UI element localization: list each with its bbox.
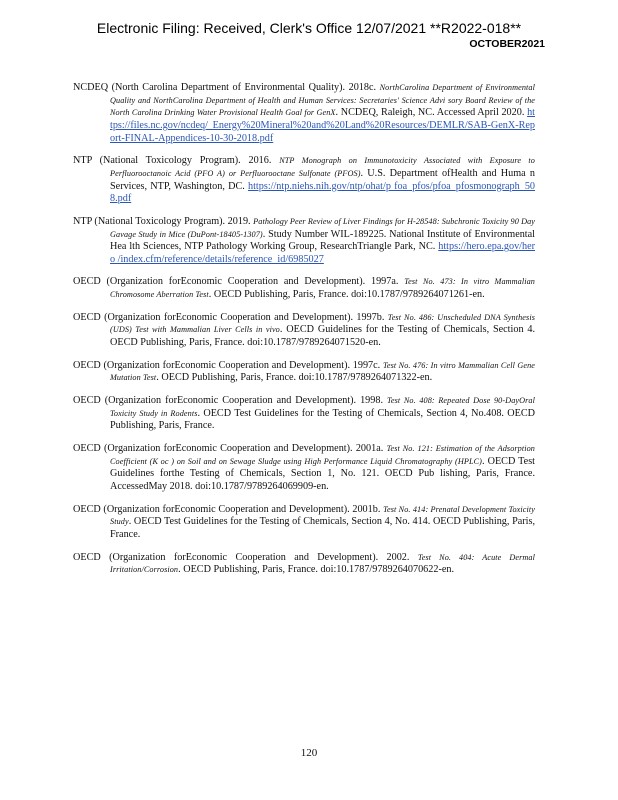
reference-details: . OECD Publishing, Paris, France. doi:10.1787/9789264070622-en.	[178, 564, 455, 576]
reference-details: . Study Number WIL-189225. National Institute of Environmental Hea lth Sciences, NTP Pathology Working Group, ResearchTriangle Park, NC.	[110, 228, 535, 253]
reference-details: . OECD Test Guidelines for the Testing of Chemicals, Section 4, No. 414. OECD Publishing, Paris, France.	[110, 516, 535, 540]
reference-lead: OECD (Organization forEconomic Cooperation and Development). 2002.	[73, 551, 410, 563]
reference-entry	[73, 443, 535, 493]
reference-entry	[73, 276, 535, 301]
reference-details: . OECD Test Guidelines forthe Testing of Chemicals, Section 1, No. 121. OECD Pub lishing, Paris, France. AccessedMay 2018. doi:10.1787/9789264069909-en.	[110, 455, 535, 492]
reference-details: . OECD Publishing, Paris, France. doi:10.1787/9789264071322-en.	[156, 372, 433, 384]
reference-details: . OECD Test Guidelines for the Testing of Chemicals, Section 4, No.408. OECD Publishing, Paris, France.	[110, 407, 535, 432]
reference-entry	[73, 360, 535, 385]
reference-details: . OECD Publishing, Paris, France. doi:10.1787/9789264071261-en.	[208, 289, 485, 301]
reference-title: Test No. 404: Acute Dermal Irritation/Corrosion	[110, 552, 536, 575]
reference-title: Test No. 473: In vitro Mammalian Chromosome Aberration Test	[110, 277, 536, 300]
reference-lead: OECD (Organization forEconomic Cooperation and Development). 1997b.	[73, 311, 385, 323]
reference-url[interactable]: https://files.nc.gov/ncdeq/ Energy%20Mineral%20and%20Land%20Resources/DEMLR/SAB-GenX-Report-FINAL-Appendices-10-30-2018.pdf	[110, 107, 535, 144]
filing-header: Electronic Filing: Received, Clerk's Office 12/07/2021 **R2022-018**	[96, 20, 522, 36]
reference-lead: OECD (Organization forEconomic Cooperation and Development). 2001b.	[73, 503, 381, 515]
reference-entry	[73, 504, 535, 542]
reference-lead: OECD (Organization forEconomic Cooperation and Development). 1997a.	[73, 276, 399, 288]
reference-details: . U.S. Department ofHealth and Huma n Services, NTP, Washington, DC.	[110, 167, 535, 192]
reference-entry	[73, 155, 535, 205]
reference-entry	[73, 552, 535, 577]
reference-lead: NTP (National Toxicology Program). 2019.	[73, 215, 251, 227]
reference-title: Test No. 408: Repeated Dose 90-DayOral Toxicity Study in Rodents	[110, 396, 535, 418]
reference-lead: OECD (Organization forEconomic Cooperation and Development). 2001a.	[73, 443, 384, 455]
reference-title: NorthCarolina Department of Environmental Quality and NorthCarolina Department of Health and Human Services: Secretaries' Science Advi sory Board Review of the North Carolina Drinking Water Provisional Health Goal for GenX	[110, 83, 535, 118]
reference-lead: NTP (National Toxicology Program). 2016.	[73, 155, 272, 167]
reference-list	[73, 72, 535, 586]
reference-lead: OECD (Organization forEconomic Cooperation and Development). 1997c.	[73, 359, 381, 371]
reference-details: . NCDEQ, Raleigh, NC. Accessed April 2020.	[335, 107, 525, 119]
filing-date-label: OCTOBER2021	[469, 38, 545, 50]
page-number: 120	[300, 747, 318, 759]
reference-entry	[73, 395, 535, 433]
reference-entry	[73, 82, 535, 145]
reference-title: Test No. 476: In vitro Mammalian Cell Gene Mutation Test	[110, 360, 535, 383]
reference-details: . OECD Guidelines for the Testing of Chemicals, Section 4. OECD Publishing, Paris, France. doi:10.1787/9789264071520-en.	[110, 324, 536, 349]
reference-title: Test No. 486: Unscheduled DNA Synthesis (UDS) Test with Mammalian Liver Cells in vivo	[110, 312, 535, 335]
reference-entry	[73, 312, 535, 350]
reference-url[interactable]: https://ntp.niehs.nih.gov/ntp/ohat/p foa_pfos/pfoa_pfosmonograph_508.pdf	[110, 180, 536, 205]
reference-entry	[73, 216, 535, 266]
reference-lead: NCDEQ (North Carolina Department of Environmental Quality). 2018c.	[73, 82, 377, 94]
reference-title: NTP Monograph on Immunotoxicity Associated with Exposure to Perfluorooctanoic Acid (PFO A) or Perfluorooctane Sulfonate (PFOS)	[110, 156, 535, 178]
reference-title: Pathology Peer Review of Liver Findings for H-28548: Subchronic Toxicity 90 Day Gavage Study in Mice (DuPont-18405-1307)	[110, 216, 536, 239]
reference-title: Test No. 414: Prenatal Development Toxicity Study	[110, 504, 536, 527]
reference-title: Test No. 121: Estimation of the Adsorption Coefficient (K oc ) on Soil and on Sewage Sludge using High Performance Liquid Chromatography (HPLC)	[110, 444, 535, 466]
reference-lead: OECD (Organization forEconomic Cooperation and Development). 1998.	[73, 395, 383, 407]
reference-url[interactable]: https://hero.epa.gov/hero /index.cfm/reference/details/reference_id/6985027	[110, 241, 536, 265]
